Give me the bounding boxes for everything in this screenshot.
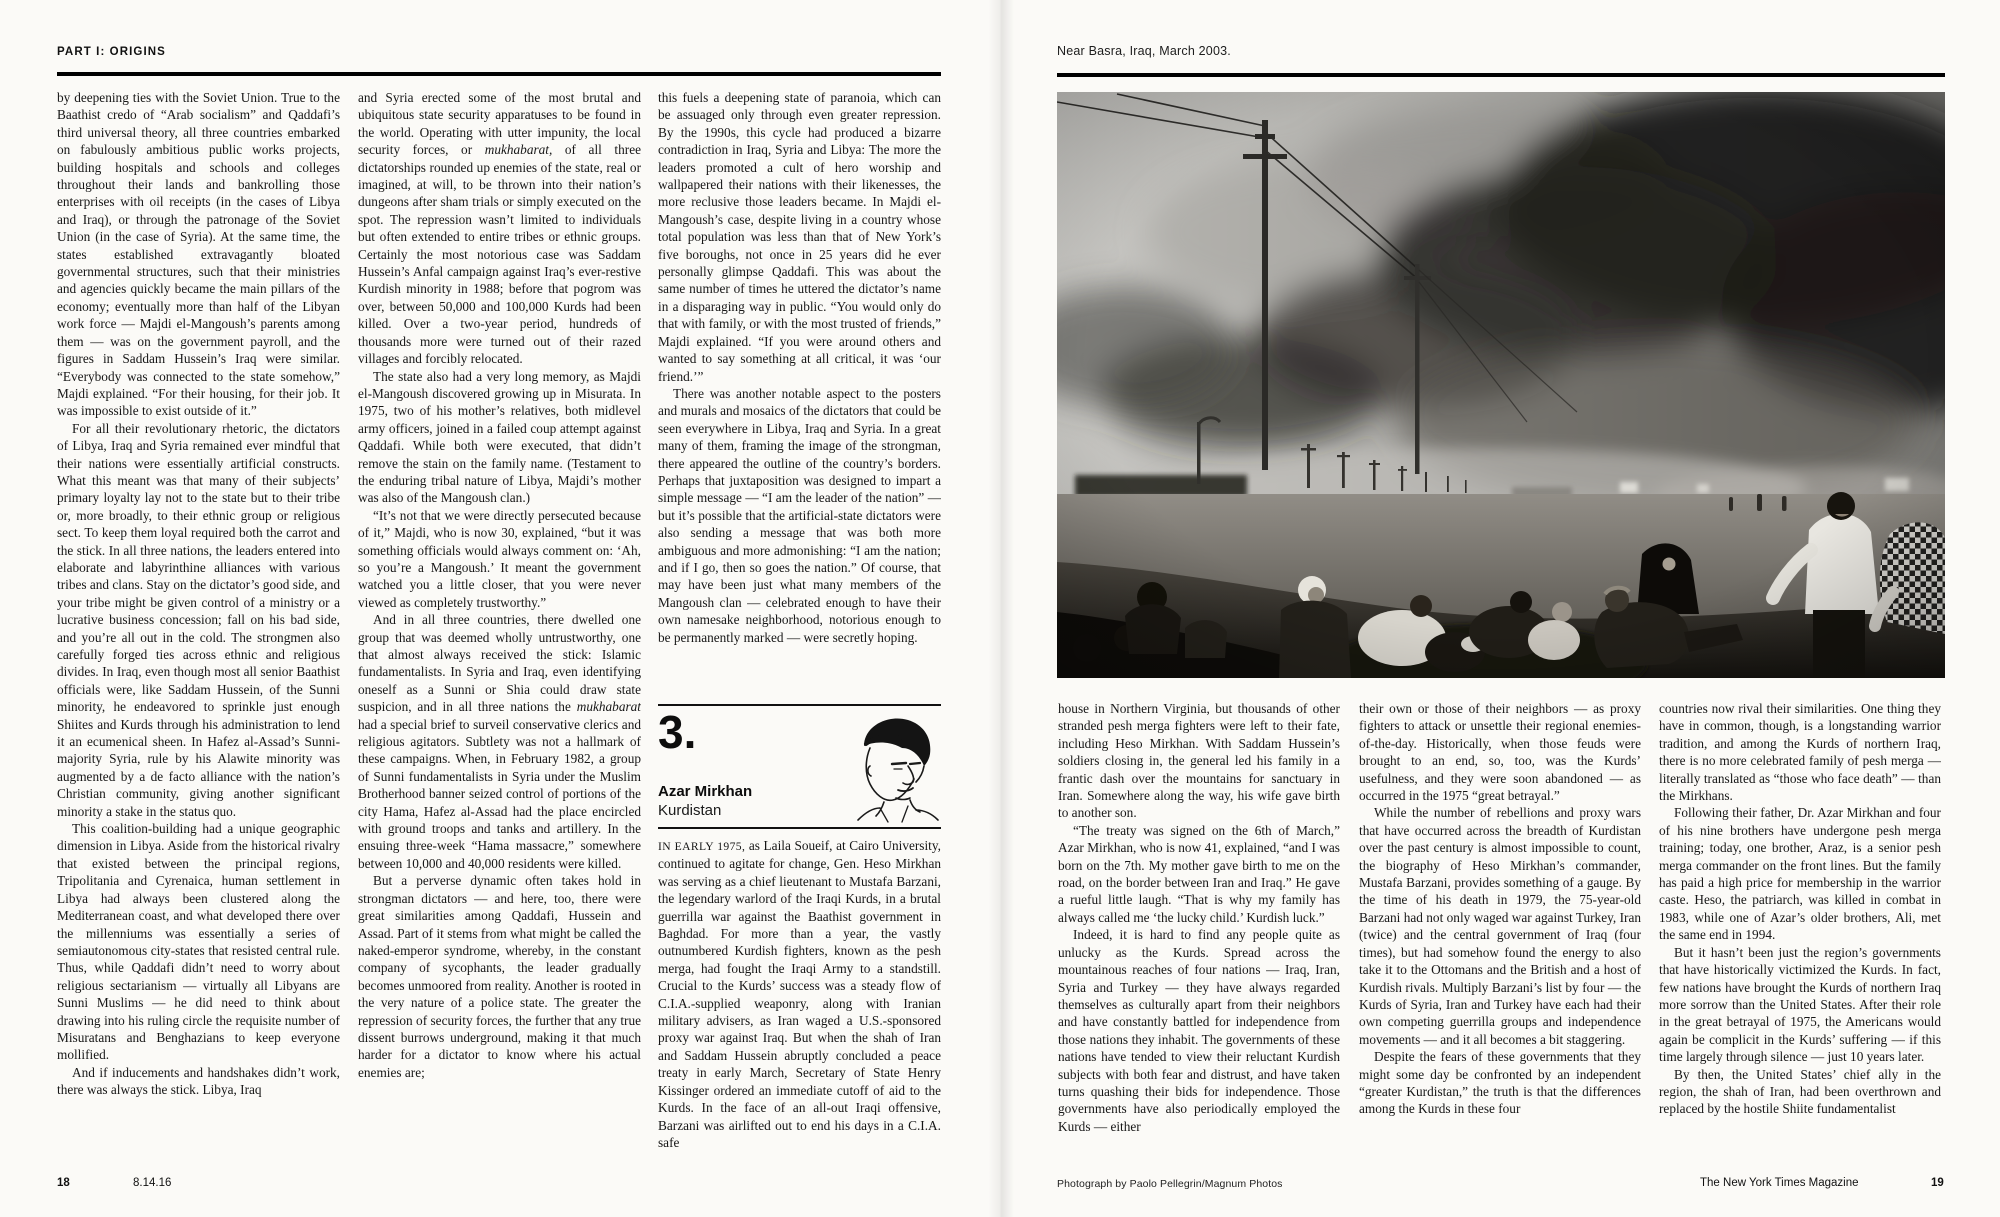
body-paragraph: “The treaty was signed on the 6th of March,” Azar Mirkhan, who is now 41, explained, “and I was born on the 7th. My mother gave birth to me on the road, on the border between Iran and Iraq.” He gave a rueful little laugh. “That is why my family has always called me ‘the lucky child.’ Kurdish luck.”	[1058, 822, 1340, 925]
body-paragraph: But a perverse dynamic often takes hold in strongman dictators — and here, too, there were great similarities among Qaddafi, Hussein and Assad. Part of it stems from what might be called the naked-emperor syndrome, whereby, in the constant company of sycophants, the leader gradually becomes unmoored from reality. Another is rooted in the very nature of a police state. The greater the repression of security forces, the further that any true dissent burrows underground, making it that much harder for a dictator to know where his actual enemies are;	[358, 873, 641, 1080]
body-paragraph: Despite the fears of these governments that they might some day be confronted by an independent “greater Kurdistan,” the truth is that the differences among the Kurds in these four	[1359, 1049, 1641, 1117]
body-paragraph: While the number of rebellions and proxy wars that have occurred across the breadth of Kurdistan over the past century is almost impossible to count, the biography of Heso Mirkhan’s commander, Mustafa Barzani, provides something of a gauge. By the time of his death in 1979, the 75-year-old Barzani had not only waged war against Turkey, Iran (twice) and the central government of Iraq (four times), but had somehow found the energy to also take it to the Ottomans and the British and a host of Kurdish rivals. Multiply Barzani’s list by four — the Kurds of Syria, Iran and Turkey have each had their own competing guerrilla groups and independence movements — and it all becomes a bit staggering.	[1359, 805, 1641, 1047]
body-paragraph: There was another notable aspect to the posters and murals and mosaics of the dictators that could be seen everywhere in Libya, Iraq and Syria. In a great many of them, framing the image of the strongman, there appeared the outline of the country’s borders. Perhaps that juxtaposition was designed to impart a simple message — “I am the leader of the nation” — but it’s possible that the artificial-state dictators were also sending a message that was both more ambiguous and more admonishing: “I am the nation; and if I go, then so goes the nation.” Of course, that may have been just what many members of the Mangoush clan — celebrated enough to have their own namesake neighborhood, notorious enough to be permanently marked — were secretly hoping.	[658, 385, 941, 645]
body-paragraph: their own or those of their neighbors — as proxy fighters to attack or unsettle their regional enemies-of-the-day. Historically, when those feuds were brought to an end, so, too, was the Kurds’ usefulness, and they were soon abandoned — as occurred in the 1975 “great betrayal.”	[1359, 701, 1641, 804]
body-paragraph: This coalition-building had a unique geographic dimension in Libya. Aside from the historical rivalry that existed between the principal regions, Tripolitania and Cyrenaica, human settlement in Libya had always been clustered along the Mediterranean coast, and what developed there over the millenniums was essentially a series of semiautonomous city-states that resisted central rule. Thus, while Qaddafi didn’t need to worry about religious sectarianism — virtually all Libyans are Sunni Muslims — he did need to think about drawing into his ruling circle the requisite number of Misuratans and Benghazians to keep everyone mollified.	[57, 821, 340, 1063]
divider-rule-bottom	[658, 827, 941, 829]
right-page-top-rule	[1057, 73, 1945, 77]
right-page-number: 19	[1931, 1177, 1944, 1189]
body-paragraph: by deepening ties with the Soviet Union. True to the Baathist credo of “Arab socialism” and Qaddafi’s third universal theory, all three countries embarked on fabulously ambitious public works projects, building hospitals and schools and colleges throughout their lands and bankrolling those enterprises with oil receipts (in the cases of Libya and Iraq), or through the patronage of the Soviet Union (in the case of Syria). At the same time, the states established extravagantly bloated governmental structures, such that their ministries and agencies quickly became the main pillars of the economy; eventually more than half of the Libyan work force — Majdi el-Mangoush’s parents among them — was on the government payroll, and the figures in Saddam Hussein’s Iraq were similar. “Everybody was connected to the state somehow,” Majdi explained. “For their housing, for their job. It was impossible to exist outside of it.”	[57, 90, 340, 419]
body-paragraph: But it hasn’t been just the region’s governments that have historically victimized the Kurds. In fact, few nations have brought the Kurds of northern Iraq more sorrow than the United States. After their role in the great betrayal of 1975, the Americans would again be complicit in the Kurds’ suffering — if this time largely through silence — just 10 years later.	[1659, 944, 1941, 1065]
body-paragraph: IN EARLY 1975, as Laila Soueif, at Cairo University, continued to agitate for change, Gen. Heso Mirkhan was serving as a chief lieutenant to Mustafa Barzani, the legendary warlord of the Iraqi Kurds, in a brutal guerrilla war against the Baathist government in Baghdad. For more than a year, the vastly outnumbered Kurdish fighters, known as the pesh merga, had fought the Iraqi Army to a standstill. Crucial to the Kurds’ success was a steady flow of C.I.A.-supplied weaponry, along with Iranian military advisers, as Iran waged a U.S.-sponsored proxy war against Iraq. But when the shah of Iran and Saddam Hussein abruptly concluded a peace treaty in early March, Secretary of State Henry Kissinger ordered an immediate cutoff of aid to the Kurds. In the face of an all-out Iraqi offensive, Barzani was airlifted out to end his days in a C.I.A. safe	[658, 838, 941, 1150]
body-paragraph: By then, the United States’ chief ally in the region, the shah of Iran, had been overthrown and replaced by the hostile Shiite fundamentalist	[1659, 1066, 1941, 1117]
left-page-top-rule	[57, 72, 941, 76]
left-column-3-top	[658, 89, 941, 697]
basra-photo-illustration	[1057, 92, 1945, 678]
body-paragraph: house in Northern Virginia, but thousands of other stranded pesh merga fighters were left to their fate, including Heso Mirkhan. With Saddam Hussein’s soldiers closing in, the general led his family in a frantic dash over the mountains for sanctuary in Iran. Somewhere along the way, his wife gave birth to another son.	[1058, 701, 1340, 821]
left-column-3-bottom	[658, 837, 941, 1163]
body-paragraph: “It’s not that we were directly persecuted because of it,” Majdi, who is now 30, explained, “but it was something officials would always comment on: ‘Ah, so you’re a Mangoush.’ It meant the government watched you a little closer, that you were never viewed as completely trustworthy.”	[358, 507, 641, 610]
divider-rule-top	[658, 704, 941, 706]
section-number: 3.	[658, 706, 697, 758]
left-column-1	[57, 89, 340, 1161]
azar-mirkhan-portrait-illustration	[836, 708, 943, 824]
right-column-2	[1359, 700, 1641, 1152]
left-column-2	[358, 89, 641, 1161]
body-paragraph: And if inducements and handshakes didn’t work, there was always the stick. Libya, Iraq	[57, 1064, 340, 1098]
body-paragraph: And in all three countries, there dwelled one group that was deemed wholly untrustworthy, one that almost always received the stick: Islamic fundamentalists. In Syria and Iraq, even identifying oneself as a Sunni or Shia could draw state suspicion, and in all three nations the mukhabarat had a special brief to surveil conservative clerics and religious agitators. Subtlety was not a hallmark of these campaigns. When, in February 1982, a group of Sunni fundamentalists in Syria under the Muslim Brotherhood banner seized control of portions of the city Hama, Hafez al-Assad had the place encircled with ground troops and tanks and artillery. In the ensuing three-week “Hama massacre,” somewhere between 10,000 and 40,000 residents were killed.	[358, 612, 641, 871]
basra-photograph	[1057, 92, 1945, 678]
right-column-1	[1058, 700, 1340, 1152]
photo-caption: Near Basra, Iraq, March 2003.	[1057, 44, 1231, 58]
body-paragraph: The state also had a very long memory, as Majdi el-Mangoush discovered growing up in Misurata. In 1975, two of his mother’s relatives, both midlevel army officers, joined in a failed coup attempt against Qaddafi. While both were executed, that didn’t remove the stain on the family name. (Testament to the enduring tribal nature of Libya, Majdi’s mother was also of the Mangoush clan.)	[358, 368, 641, 506]
portrait-line-art-icon	[836, 708, 943, 824]
section-region-name: Kurdistan	[658, 802, 722, 819]
issue-date: 8.14.16	[133, 1177, 172, 1189]
left-page-number: 18	[57, 1177, 70, 1189]
right-column-3	[1659, 700, 1941, 1152]
body-paragraph: this fuels a deepening state of paranoia, which can be assuaged only through even greater repression. By the 1990s, this cycle had produced a bizarre contradiction in Iraq, Syria and Libya: The more the leaders promoted a cult of hero worship and wallpapered their nations with their likenesses, the more reclusive those leaders became. In Majdi el-Mangoush’s case, despite living in a country whose total population was less than that of New York’s five boroughs, not once in 25 years did he ever personally glimpse Qaddafi. This was about the same number of times he uttered the dictator’s name in a disparaging way in public. “You would only do that with family, or with the most trusted of friends,” Majdi explained. “If you were around others and wanted to say something at all critical, it was ‘our friend.’”	[658, 90, 941, 384]
body-paragraph: countries now rival their similarities. One thing they have in common, though, is a longstanding warrior tradition, and among the Kurds of northern Iraq, there is no more celebrated family of pesh merga — literally translated as “those who face death” — than the Mirkhans.	[1659, 701, 1941, 804]
section-kicker: PART I: ORIGINS	[57, 46, 166, 58]
section-person-name: Azar Mirkhan	[658, 783, 753, 800]
photo-credit: Photograph by Paolo Pellegrin/Magnum Photos	[1057, 1178, 1283, 1190]
body-paragraph: Indeed, it is hard to find any people quite as unlucky as the Kurds. Spread across the mountainous reaches of four nations — Iraq, Iran, Syria and Turkey — they have always regarded themselves as culturally apart from their neighbors and have constantly battled for independence from those nations they inhabit. The governments of these nations have tended to view their reluctant Kurdish subjects with both fear and distrust, and have taken turns quashing their bids for independence. Those governments have also periodically employed the Kurds — either	[1058, 927, 1340, 1134]
magazine-name: The New York Times Magazine	[1700, 1177, 1859, 1189]
body-paragraph: and Syria erected some of the most brutal and ubiquitous state security apparatuses to be found in the world. Operating with utter impunity, the local security forces, or mukhabarat, of all three dictatorships rounded up enemies of the state, real or imagined, at will, to be thrown into their nation’s dungeons after sham trials or simply executed on the spot. The repression wasn’t limited to individuals but often extended to entire tribes or ethnic groups. Certainly the most notorious case was Saddam Hussein’s Anfal campaign against Iraq’s ever-restive Kurdish minority in 1988; before that pogrom was over, between 50,000 and 100,000 Kurds had been killed. Over a two-year period, hundreds of thousands more were turned out of their razed villages and forcibly relocated.	[358, 90, 641, 367]
body-paragraph: Following their father, Dr. Azar Mirkhan and four of his nine brothers have undergone pesh merga training; today, one brother, Araz, is a senior pesh merga commander on the front lines. But the family has paid a high price for membership in the warrior caste. Heso, the patriarch, was killed in combat in 1983, while one of Azar’s older brothers, Ali, met the same end in 1994.	[1659, 805, 1941, 943]
body-paragraph: For all their revolutionary rhetoric, the dictators of Libya, Iraq and Syria remained ever mindful that their nations were essentially artificial constructs. What this meant was that many of their subjects’ primary loyalty lay not to the state but to their tribe or, more broadly, to their ethnic group or religious sect. To keep them loyal required both the carrot and the stick. In all three nations, the leaders entered into elaborate and labyrinthine alliances with various tribes and clans. Stay on the dictator’s good side, and your tribe might be given control of a ministry or a lucrative business concession; fall on his bad side, and you’re all out in the cold. The strongmen also carefully forged ties across ethnic and religious divides. In Iraq, even though most all senior Baathist officials were, like Saddam Hussein, of the Sunni minority, he endeavored to sprinkle just enough Shiites and Kurds through his administration to lend it an ecumenical sheen. In Hafez al-Assad’s Sunni-majority Syria, rule by his Alawite minority was augmented by a de facto alliance with the nation’s Christian community, giving another significant minority a stake in the status quo.	[57, 420, 340, 819]
page-fold-shadow	[988, 0, 1014, 1217]
